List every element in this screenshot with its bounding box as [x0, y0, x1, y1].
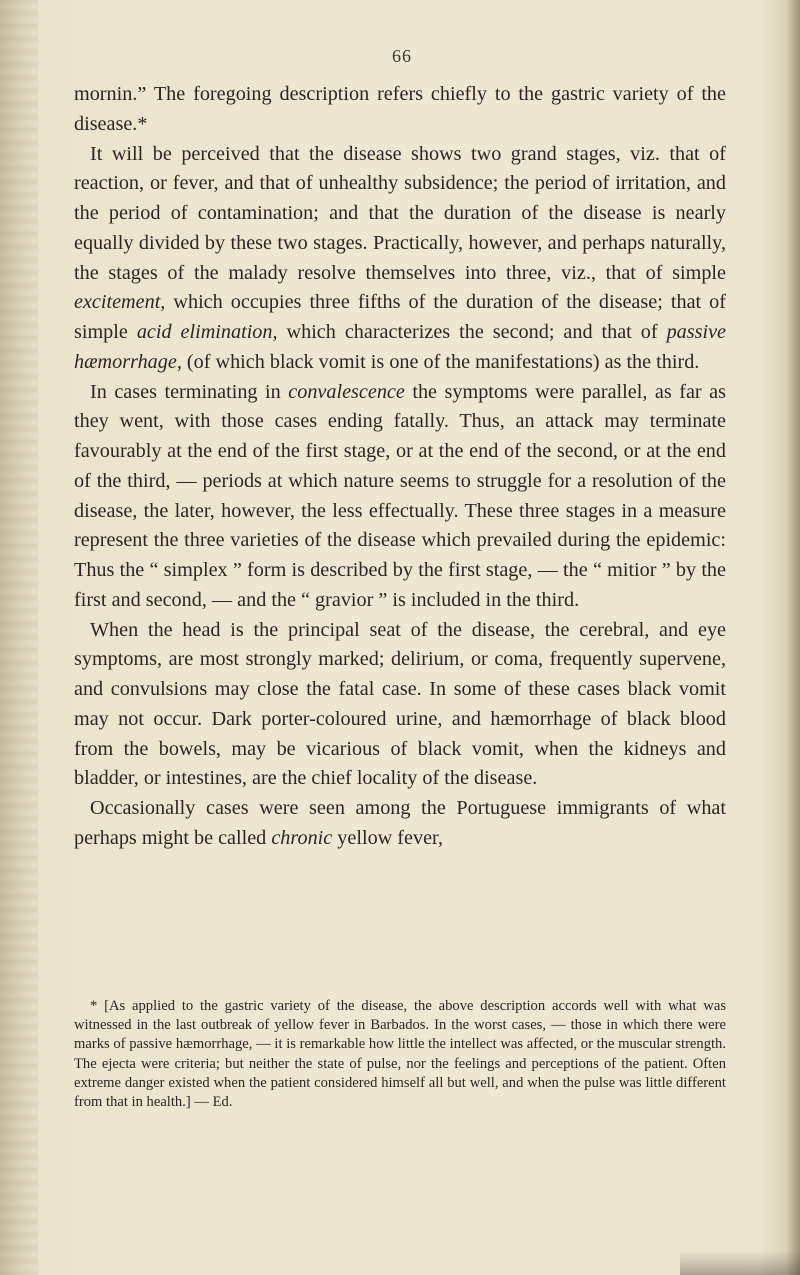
- body-text: [74, 80, 726, 854]
- italic-text: convalescence: [288, 380, 405, 403]
- text-run: mornin.” The foregoing description refers chiefly to the gastric variety of the disease.*: [74, 83, 726, 135]
- paragraph: [74, 80, 726, 140]
- footnote: [74, 997, 726, 1112]
- text-run: yellow fever,: [332, 826, 443, 849]
- page-corner-shadow: [680, 1251, 800, 1275]
- text-run: which occupies three fifths of the duration of the disease; that of simple: [74, 291, 726, 343]
- italic-text: chronic: [271, 826, 333, 849]
- italic-text: excitement,: [74, 291, 166, 314]
- text-run: (of which black vomit is one of the manifestations) as the third.: [181, 350, 700, 373]
- paragraph: [74, 378, 726, 616]
- page-number: 66: [392, 46, 412, 66]
- page-binding-shadow: [0, 0, 38, 1275]
- footnote-text: * [As applied to the gastric variety of the disease, the above description accords well with what was witnessed in the last outbreak of yellow fever in Barbados. In the worst cases, — those in which there were marks of passive hæmorrhage, — it is remarkable how little the intellect was affected, or the muscular strength. The ejecta were criteria; but neither the state of pulse, nor the feelings and perceptions of the patient. Often extreme danger existed when the patient considered himself all but well, and when the pulse was little different from that in health.] — Ed.: [74, 998, 726, 1111]
- text-run: When the head is the principal seat of the disease, the cerebral, and eye symptoms, are most strongly marked; delirium, or coma, frequently supervene, and convulsions may close the fatal case. In some of these cases black vomit may not occur. Dark porter-coloured urine, and hæmorrhage of black blood from the bowels, may be vicarious of black vomit, when the kidneys and bladder, or intestines, are the chief locality of the disease.: [74, 618, 726, 790]
- italic-text: acid elimination,: [136, 321, 278, 343]
- italic-text: passive hæmorrhage,: [74, 321, 726, 373]
- text-run: It will be perceived that the disease shows two grand stages, viz. that of reaction, or fever, and that of unhealthy subsidence; the period of irritation, and the period of contamination; and that the duration of the disease is nearly equally divided by these two stages. Practically, however, and perhaps naturally, the stages of the malady resolve themselves into three, viz., that of simple: [74, 142, 726, 284]
- text-run: which characterizes the second; and that of: [277, 321, 667, 343]
- text-run: In cases terminating in: [90, 380, 289, 403]
- text-run: the symptoms were parallel, as far as they went, with those cases ending fatally. Thus, an attack may terminate favourably at the end of the first stage, or at the end of the second, or at the end of the third, — periods at which nature seems to struggle for a resolution of the disease, the later, however, the less effectually. These three stages in a measure represent the three varieties of the disease which prevailed during the epidemic: Thus the “ simplex ” form is described by the first stage, — the “ mitior ” by the first and second, — and the “ gravior ” is included in the third.: [74, 380, 726, 611]
- paragraph: [74, 794, 726, 854]
- text-run: Occasionally cases were seen among the Portuguese immigrants of what perhaps might be called: [74, 797, 726, 849]
- paragraph: [74, 616, 726, 795]
- paragraph: [74, 140, 726, 378]
- page-edge-shadow: [786, 0, 800, 1275]
